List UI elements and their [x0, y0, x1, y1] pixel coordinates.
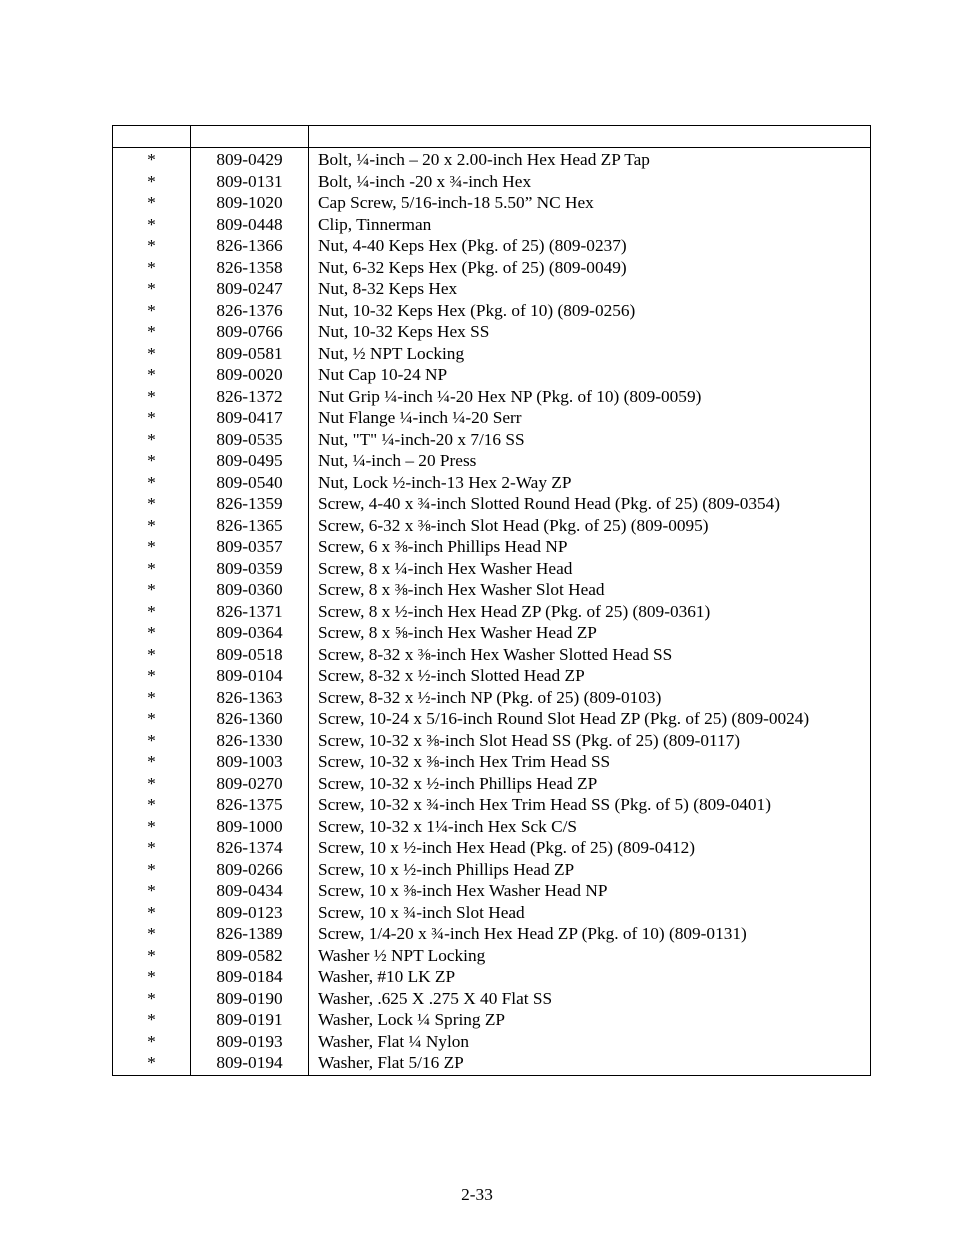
table-body: [113, 148, 870, 1075]
part-description: Cap Screw, 5/16-inch-18 5.50” NC Hex: [318, 193, 594, 212]
part-number: 809-0360: [216, 580, 283, 599]
mark-column: [113, 148, 191, 1075]
row-mark: *: [147, 967, 156, 986]
row-mark: *: [147, 816, 156, 836]
part-description: Screw, 4-40 x ¾-inch Slotted Round Head (Pkg. of 25) (809-0354): [318, 494, 781, 513]
part-number: 826-1374: [216, 838, 283, 857]
part-number: 809-0247: [216, 279, 283, 298]
part-description: Washer, Lock ¼ Spring ZP: [318, 1010, 506, 1029]
part-number: 809-0123: [216, 902, 283, 922]
row-mark: *: [147, 365, 156, 384]
row-mark: *: [147, 666, 156, 685]
row-mark: *: [147, 795, 156, 814]
part-number: 809-0190: [216, 988, 283, 1008]
row-mark: *: [147, 279, 156, 298]
part-description: Screw, 6-32 x ⅜-inch Slot Head (Pkg. of 25) (809-0095): [318, 515, 709, 535]
row-mark: *: [147, 945, 156, 965]
row-mark: *: [147, 988, 156, 1008]
row-mark: *: [147, 838, 156, 857]
part-description: Screw, 8 x ½-inch Hex Head ZP (Pkg. of 25) (809-0361): [318, 601, 711, 621]
row-mark: *: [147, 408, 156, 427]
part-number: 809-0535: [216, 429, 283, 449]
row-mark: *: [147, 537, 156, 556]
part-number: 809-0766: [216, 322, 283, 341]
row-mark: *: [147, 300, 156, 320]
row-mark: *: [147, 193, 156, 212]
row-mark: *: [147, 580, 156, 599]
part-number: 826-1360: [216, 709, 283, 728]
part-description: Screw, 8-32 x ½-inch NP (Pkg. of 25) (809-0103): [318, 687, 662, 707]
part-description: Nut, Lock ½-inch-13 Hex 2-Way ZP: [318, 472, 572, 492]
part-description: Washer ½ NPT Locking: [318, 945, 486, 965]
table-header-row: [113, 126, 870, 148]
part-number: 809-0417: [216, 408, 283, 427]
row-mark: *: [147, 386, 156, 406]
row-mark: *: [147, 773, 156, 793]
part-description: Screw, 8 x ¼-inch Hex Washer Head: [318, 558, 573, 578]
part-number: 809-0581: [216, 343, 283, 363]
part-number: 809-0448: [216, 214, 283, 234]
header-cell-part-number: [191, 126, 309, 147]
row-mark: *: [147, 171, 156, 191]
row-mark: *: [147, 494, 156, 513]
row-mark: *: [147, 214, 156, 234]
row-mark: *: [147, 150, 156, 169]
part-number: 826-1359: [216, 494, 283, 513]
part-description: Nut, ½ NPT Locking: [318, 343, 465, 363]
part-number: 826-1358: [216, 257, 283, 277]
part-description: Washer, Flat 5/16 ZP: [318, 1053, 464, 1072]
part-number: 809-0495: [216, 451, 283, 470]
part-number: 826-1375: [216, 795, 283, 814]
part-number: 826-1330: [216, 730, 283, 750]
part-description: Screw, 10-32 x ¾-inch Hex Trim Head SS (Pkg. of 5) (809-0401): [318, 795, 771, 814]
part-number: 809-0434: [216, 881, 283, 900]
row-mark: *: [147, 472, 156, 492]
row-mark: *: [147, 709, 156, 728]
part-description: Washer, #10 LK ZP: [318, 967, 456, 986]
part-description: Screw, 8 x ⅝-inch Hex Washer Head ZP: [318, 623, 597, 642]
part-description: Screw, 8 x ⅜-inch Hex Washer Slot Head: [318, 580, 605, 599]
part-number: 809-0429: [216, 150, 283, 169]
row-mark: *: [147, 429, 156, 449]
part-number: 809-0540: [216, 472, 283, 492]
part-number: 809-1003: [216, 752, 283, 771]
row-mark: *: [147, 1010, 156, 1029]
row-mark: *: [147, 623, 156, 642]
part-description: Washer, .625 X .275 X 40 Flat SS: [318, 988, 553, 1008]
part-description: Clip, Tinnerman: [318, 214, 432, 234]
part-number: 826-1365: [216, 515, 283, 535]
parts-table: [112, 125, 871, 1076]
row-mark: *: [147, 601, 156, 621]
page-number: 2-33: [461, 1185, 493, 1204]
part-number: 809-0364: [216, 623, 283, 642]
row-mark: *: [147, 322, 156, 341]
part-number: 809-0194: [216, 1053, 283, 1072]
part-description: Screw, 10-32 x ⅜-inch Hex Trim Head SS: [318, 752, 611, 771]
part-number: 809-1000: [216, 816, 283, 836]
description-column: [309, 148, 870, 1075]
part-description: Nut Flange ¼-inch ¼-20 Serr: [318, 408, 522, 427]
part-number: 826-1366: [216, 236, 283, 255]
part-number: 809-0518: [216, 644, 283, 664]
row-mark: *: [147, 515, 156, 535]
part-description: Screw, 6 x ⅜-inch Phillips Head NP: [318, 537, 568, 556]
row-mark: *: [147, 730, 156, 750]
part-number: 809-0270: [216, 773, 283, 793]
row-mark: *: [147, 881, 156, 900]
part-description: Screw, 8-32 x ⅜-inch Hex Washer Slotted Head SS: [318, 644, 673, 664]
part-description: Nut, 4-40 Keps Hex (Pkg. of 25) (809-0237): [318, 236, 627, 255]
part-number: 826-1389: [216, 924, 283, 943]
part-number: 809-0266: [216, 859, 283, 879]
part-description: Nut Grip ¼-inch ¼-20 Hex NP (Pkg. of 10) (809-0059): [318, 386, 702, 406]
row-mark: *: [147, 752, 156, 771]
row-mark: *: [147, 1053, 156, 1072]
part-number: 809-1020: [216, 193, 283, 212]
row-mark: *: [147, 902, 156, 922]
part-description: Screw, 10 x ⅜-inch Hex Washer Head NP: [318, 881, 608, 900]
part-number: 826-1372: [216, 386, 283, 406]
part-description: Nut, "T" ¼-inch-20 x 7/16 SS: [318, 429, 525, 449]
row-mark: *: [147, 558, 156, 578]
part-description: Screw, 10-32 x ½-inch Phillips Head ZP: [318, 773, 598, 793]
part-description: Bolt, ¼-inch – 20 x 2.00-inch Hex Head ZP Tap: [318, 150, 650, 169]
part-number: 809-0184: [216, 967, 283, 986]
header-cell-mark: [113, 126, 191, 147]
part-description: Nut Cap 10-24 NP: [318, 365, 448, 384]
part-number: 809-0193: [216, 1031, 283, 1051]
part-number: 826-1371: [216, 601, 283, 621]
part-description: Nut, 10-32 Keps Hex SS: [318, 322, 490, 341]
row-mark: *: [147, 644, 156, 664]
part-description: Screw, 8-32 x ½-inch Slotted Head ZP: [318, 666, 585, 685]
part-description: Nut, ¼-inch – 20 Press: [318, 451, 477, 470]
part-description: Nut, 6-32 Keps Hex (Pkg. of 25) (809-0049): [318, 257, 627, 277]
part-number: 809-0582: [216, 945, 283, 965]
part-description: Nut, 8-32 Keps Hex: [318, 279, 458, 298]
row-mark: *: [147, 343, 156, 363]
part-number: 809-0020: [216, 365, 283, 384]
part-number: 809-0357: [216, 537, 283, 556]
part-description: Screw, 1/4-20 x ¾-inch Hex Head ZP (Pkg. of 10) (809-0131): [318, 924, 747, 943]
part-number: 809-0191: [216, 1010, 283, 1029]
part-description: Screw, 10 x ½-inch Hex Head (Pkg. of 25) (809-0412): [318, 838, 696, 857]
part-number: 826-1363: [216, 687, 283, 707]
part-number: 809-0131: [216, 171, 283, 191]
row-mark: *: [147, 1031, 156, 1051]
part-description: Screw, 10 x ¾-inch Slot Head: [318, 902, 525, 922]
part-description: Screw, 10-32 x ⅜-inch Slot Head SS (Pkg. of 25) (809-0117): [318, 730, 741, 750]
row-mark: *: [147, 924, 156, 943]
row-mark: *: [147, 451, 156, 470]
row-mark: *: [147, 687, 156, 707]
header-cell-description: [309, 126, 870, 147]
part-description: Washer, Flat ¼ Nylon: [318, 1031, 470, 1051]
part-description: Screw, 10-24 x 5/16-inch Round Slot Head ZP (Pkg. of 25) (809-0024): [318, 709, 810, 728]
part-number: 809-0104: [216, 666, 283, 685]
part-number-column: [191, 148, 309, 1075]
row-mark: *: [147, 859, 156, 879]
part-description: Bolt, ¼-inch -20 x ¾-inch Hex: [318, 171, 532, 191]
part-description: Screw, 10-32 x 1¼-inch Hex Sck C/S: [318, 816, 578, 836]
part-number: 826-1376: [216, 300, 283, 320]
row-mark: *: [147, 236, 156, 255]
part-description: Nut, 10-32 Keps Hex (Pkg. of 10) (809-0256): [318, 300, 636, 320]
part-number: 809-0359: [216, 558, 283, 578]
part-description: Screw, 10 x ½-inch Phillips Head ZP: [318, 859, 575, 879]
row-mark: *: [147, 257, 156, 277]
